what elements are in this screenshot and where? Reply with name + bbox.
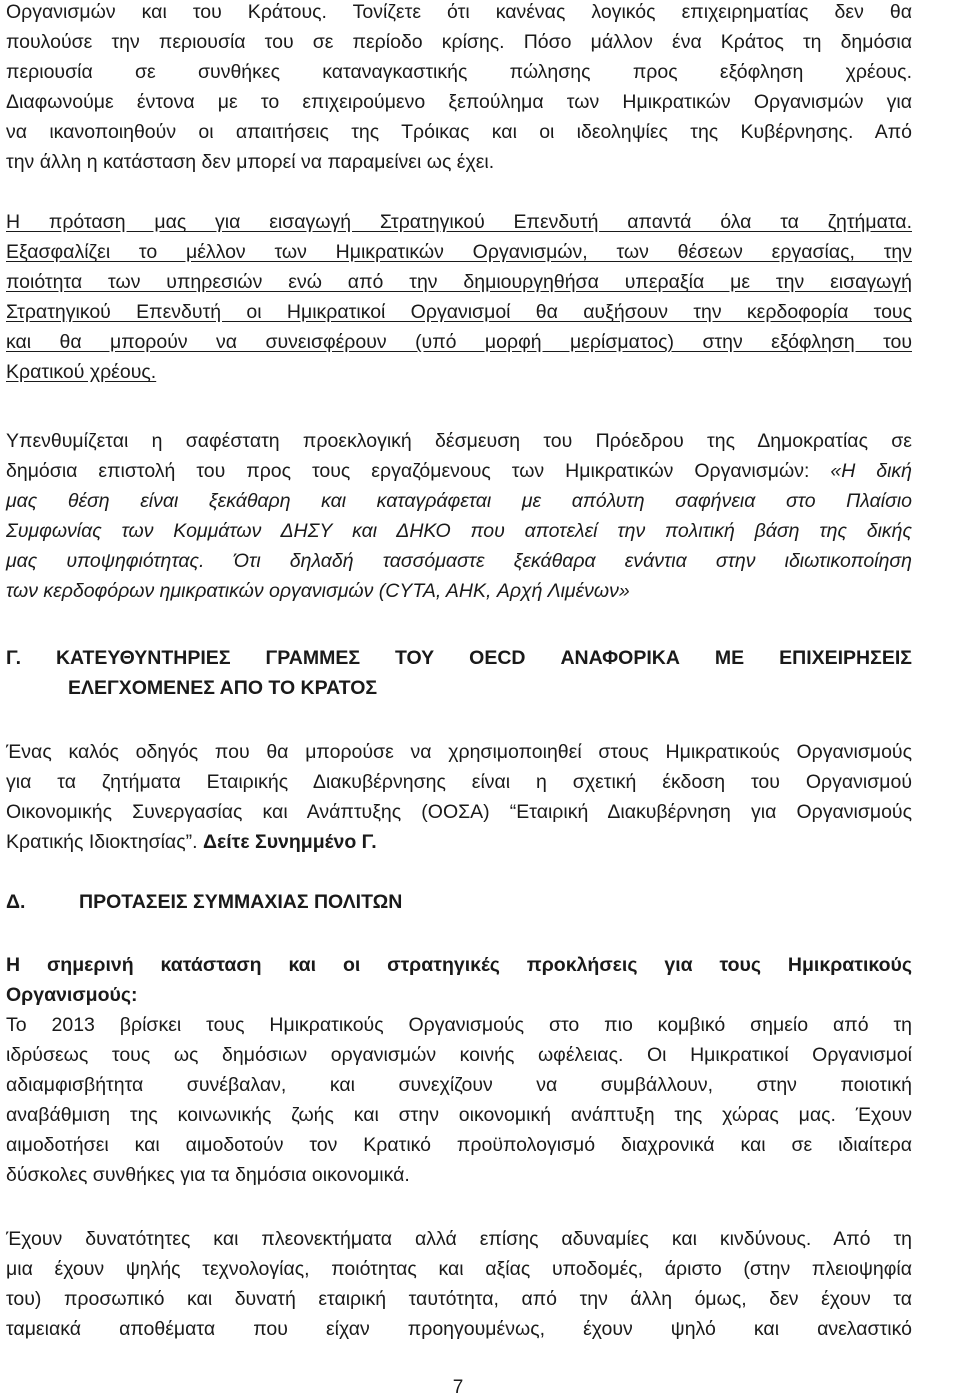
section-heading-line: ΕΛΕΓΧΟΜΕΝΕΣ ΑΠΟ ΤΟ ΚΡΑΤΟΣ	[68, 677, 378, 699]
paragraph-line	[6, 827, 377, 857]
paragraph-line: να ικανοποιηθούν οι απαιτήσεις της Τρόικας και οι ιδεοληψίες της Κυβέρνησης. Από	[6, 121, 912, 143]
quote-line: μας θέση είναι ξεκάθαρη και καταγράφεται με απόλυτη σαφήνεια στο Πλαίσιο	[6, 490, 912, 512]
quote-line: μας υποψηφιότητας. Ότι δηλαδή τασσόμαστε ξεκάθαρα ενάντια στην ιδιωτικοποίηση	[6, 550, 912, 572]
heading-word: OECD	[469, 647, 526, 669]
heading-word: ΓΡΑΜΜΕΣ	[265, 647, 361, 669]
paragraph-text: Κρατικής Ιδιοκτησίας”.	[6, 831, 203, 853]
subsection-heading: Η σημερινή κατάσταση και οι στρατηγικές προκλήσεις για τους Ημικρατικούς	[6, 954, 912, 976]
paragraph-line: αιμοδοτήσει και αιμοδοτούν τον Κρατικό προϋπολογισμό διαχρονικά και σε ιδιαίτερα	[6, 1134, 912, 1156]
paragraph-line: για τα ζητήματα Εταιρικής Διακυβέρνησης είναι η σχετική έκδοση του Οργανισμού	[6, 771, 912, 793]
paragraph-line: Υπενθυμίζεται η σαφέστατη προεκλογική δέσμευση του Πρόεδρου της Δημοκρατίας σε	[6, 430, 912, 452]
paragraph-line: αδιαμφισβήτητα συνέβαλαν, και συνεχίζουν να συμβάλλουν, στην ποιοτική	[6, 1074, 912, 1096]
paragraph-line: την άλλη η κατάσταση δεν μπορεί να παραμείνει ως έχει.	[6, 151, 495, 173]
paragraph-line: πουλούσε την περιουσία του σε περίοδο κρίσης. Πόσο μάλλον ένα Κράτος τη δημόσια	[6, 31, 912, 53]
section-title: ΠΡΟΤΑΣΕΙΣ ΣΥΜΜΑΧΙΑΣ ΠΟΛΙΤΩΝ	[79, 891, 403, 913]
paragraph-line: ταμειακά αποθέματα που είχαν προηγουμένως, έχουν ψηλό και ανελαστικό	[6, 1318, 912, 1340]
paragraph-line: Εξασφαλίζει το μέλλον των Ημικρατικών Οργανισμών, των θέσεων εργασίας, την	[6, 241, 912, 263]
paragraph-line: Διαφωνούμε έντονα με το επιχειρούμενο ξεπούλημα των Ημικρατικών Οργανισμών για	[6, 91, 912, 113]
page-number: 7	[452, 1377, 464, 1398]
paragraph-text: δημόσια επιστολή του προς τους εργαζόμενους των Ημικρατικών Οργανισμών:	[6, 460, 831, 482]
paragraph-line: Κρατικού χρέους.	[6, 361, 157, 383]
paragraph-line: Στρατηγικού Επενδυτή οι Ημικρατικοί Οργανισμοί θα αυξήσουν την κερδοφορία τους	[6, 301, 912, 323]
paragraph-line: Οργανισμών και του Κράτους. Τονίζετε ότι κανένας λογικός επιχειρηματίας δεν θα	[6, 1, 912, 23]
paragraph-line: δύσκολες συνθήκες για τα δημόσια οικονομικά.	[6, 1164, 410, 1186]
paragraph-line: ποιότητα των υπηρεσιών ενώ από την δημιουργηθήσα υπεραξία με την εισαγωγή	[6, 271, 912, 293]
quote-line: Συμφωνίας των Κομμάτων ΔΗΣΥ και ΔΗΚΟ που αποτελεί την πολιτική βάση της δικής	[6, 520, 912, 542]
heading-word: ΤΟΥ	[395, 647, 435, 669]
paragraph-line: περιουσία σε συνθήκες καταναγκαστικής πώλησης προς εξόφληση χρέους.	[6, 61, 912, 83]
paragraph-line: μια έχουν ψηλής τεχνολογίας, ποιότητας και αξίας υποδομές, άριστο (στην πλειοψηφία	[6, 1258, 912, 1280]
subsection-heading: Οργανισμούς:	[6, 984, 138, 1006]
heading-word: ΜΕ	[714, 647, 745, 669]
paragraph-line: αναβάθμιση της κοινωνικής ζωής και στην οικονομική ανάπτυξη της χώρας μας. Έχουν	[6, 1104, 912, 1126]
attachment-reference: Δείτε Συνημμένο Γ.	[202, 831, 377, 853]
paragraph-line: και θα μπορούν να συνεισφέρουν (υπό μορφή μερίσματος) στην εξόφληση του	[6, 331, 912, 353]
heading-word: ΕΠΙΧΕΙΡΗΣΕΙΣ	[779, 647, 912, 669]
section-heading-row	[6, 643, 912, 673]
paragraph-line: Η πρόταση μας για εισαγωγή Στρατηγικού Επενδυτή απαντά όλα τα ζητήματα.	[6, 211, 912, 233]
paragraph-line: Το 2013 βρίσκει τους Ημικρατικούς Οργανισμούς στο πιο κομβικό σημείο από τη	[6, 1014, 912, 1036]
paragraph-line: ιδρύσεως τους ως δημόσιων οργανισμών κοινής ωφέλειας. Οι Ημικρατικοί Οργανισμοί	[6, 1044, 912, 1066]
paragraph-line: Έχουν δυνατότητες και πλεονεκτήματα αλλά επίσης αδυναμίες και κινδύνους. Από τη	[6, 1228, 912, 1250]
heading-word: ΚΑΤΕΥΘΥΝΤΗΡΙΕΣ	[55, 647, 231, 669]
heading-word: ΑΝΑΦΟΡΙΚΑ	[560, 647, 680, 669]
paragraph-line	[6, 456, 912, 486]
quote-text: «Η δική	[830, 460, 913, 482]
section-number: Δ.	[6, 891, 26, 913]
paragraph-line: Ένας καλός οδηγός που θα μπορούσε να χρησιμοποιηθεί στους Ημικρατικούς Οργανισμούς	[6, 741, 912, 763]
paragraph-line: Οικονομικής Συνεργασίας και Ανάπτυξης (ΟΟΣΑ) “Εταιρική Διακυβέρνηση για Οργανισμούς	[6, 801, 912, 823]
section-number: Γ.	[6, 647, 21, 669]
quote-line: των κερδοφόρων ημικρατικών οργανισμών (CYTA, AHK, Αρχή Λιμένων»	[6, 580, 630, 602]
paragraph-line: του) προσωπικό και δυνατή εταιρική ταυτότητα, από την άλλη όμως, δεν έχουν τα	[6, 1288, 912, 1310]
